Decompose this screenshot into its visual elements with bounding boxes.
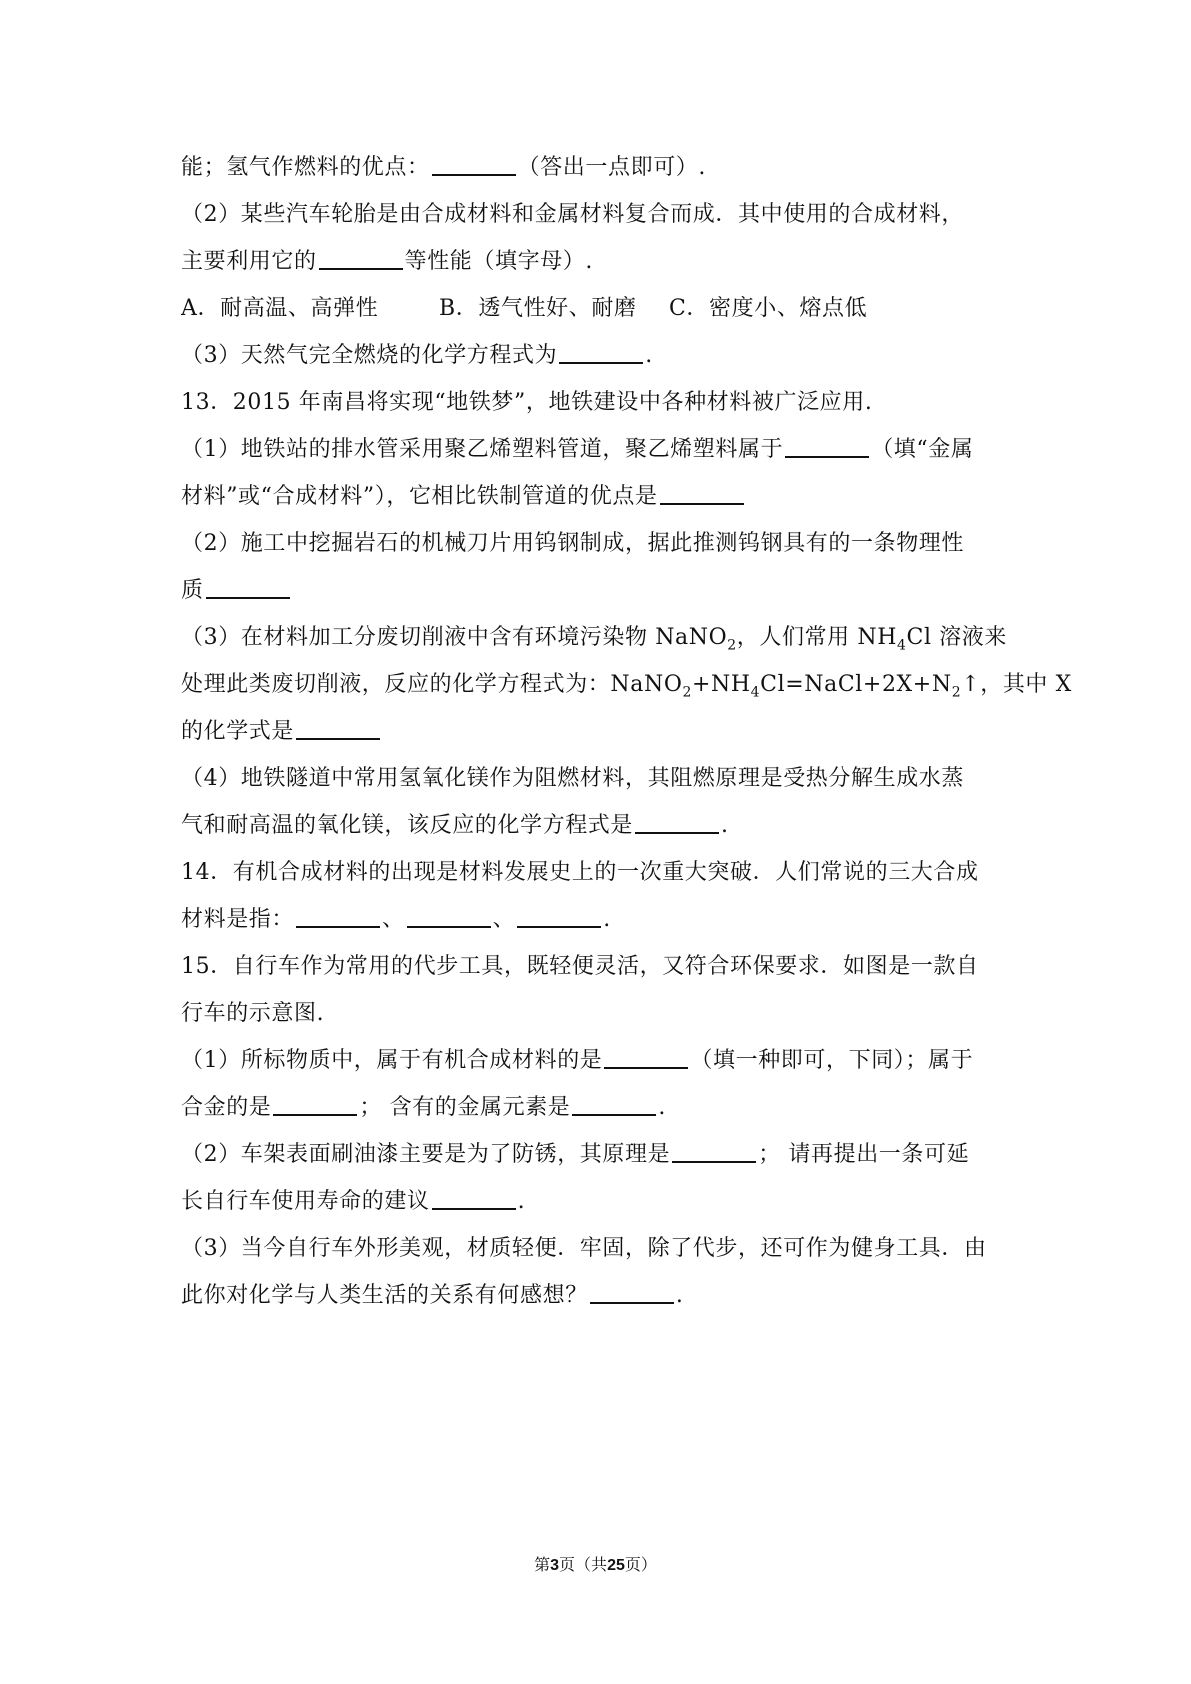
text-segment: （1）地铁站的排水管采用聚乙烯塑料管道，聚乙烯塑料属于 (181, 437, 784, 462)
text-line (181, 755, 1021, 802)
separator: 、 (492, 907, 516, 932)
text-line (181, 332, 1021, 379)
text-segment: （填一种即可，下同）；属于 (690, 1048, 974, 1073)
text-line (181, 661, 1072, 708)
answer-blank[interactable] (432, 154, 516, 176)
text-line (181, 614, 1021, 661)
text-segment: . (517, 1189, 526, 1214)
options-line (181, 285, 1021, 332)
text-segment: 质 (181, 578, 204, 603)
text-segment: （3）在材料加工分废切削液中含有环境污染物 NaNO (181, 625, 728, 650)
text-segment: ↑，其中 X (961, 672, 1072, 697)
text-line (181, 238, 1021, 285)
answer-blank[interactable] (517, 906, 601, 928)
subscript: 2 (682, 684, 692, 701)
text-segment: （4）地铁隧道中常用氢氧化镁作为阻燃材料，其阻燃原理是受热分解生成水蒸 (181, 766, 964, 791)
text-segment: 的化学式是 (181, 719, 295, 744)
text-segment: 材料”或“合成材料”），它相比铁制管道的优点是 (181, 484, 658, 509)
text-segment: （3）当今自行车外形美观，材质轻便．牢固，除了代步，还可作为健身工具．由 (181, 1236, 987, 1261)
text-segment: 15．自行车作为常用的代步工具，既轻便灵活，又符合环保要求．如图是一款自 (181, 954, 979, 979)
total-page-count: 25 (607, 1557, 625, 1574)
text-segment: （2）施工中挖掘岩石的机械刀片用钨钢制成，据此推测钨钢具有的一条物理性 (181, 531, 964, 556)
text-segment: 材料是指： (181, 907, 295, 932)
text-segment: 长自行车使用寿命的建议 (181, 1189, 430, 1214)
text-segment: 等性能（填字母）. (404, 249, 594, 274)
text-line (181, 1084, 1021, 1131)
text-segment: . (603, 907, 611, 932)
text-line (181, 1131, 1021, 1178)
answer-blank[interactable] (672, 1141, 756, 1163)
text-segment: （1）所标物质中，属于有机合成材料的是 (181, 1048, 603, 1073)
answer-blank[interactable] (319, 248, 403, 270)
subscript: 2 (951, 684, 962, 701)
text-segment: ，人们常用 NH (736, 625, 897, 650)
text-segment: （填“金属 (871, 437, 974, 462)
answer-blank[interactable] (660, 483, 744, 505)
text-line (181, 426, 1021, 473)
text-segment: （2）某些汽车轮胎是由合成材料和金属材料复合而成．其中使用的合成材料， (181, 202, 964, 227)
text-segment: 合金的是 (181, 1095, 272, 1120)
text-segment: Cl=NaCl+2X+N (760, 672, 952, 697)
footer-text: 页（共 (559, 1555, 608, 1574)
text-segment: 13．2015 年南昌将实现“地铁梦”，地铁建设中各种材料被广泛应用. (181, 390, 873, 415)
subscript: 4 (897, 637, 907, 654)
text-line (181, 191, 1021, 238)
option-c: C．密度小、熔点低 (669, 296, 868, 321)
answer-blank[interactable] (296, 718, 380, 740)
text-segment: . (658, 1095, 666, 1120)
answer-blank[interactable] (635, 812, 719, 834)
footer-text: 第 (534, 1555, 551, 1574)
text-segment: 此你对化学与人类生活的关系有何感想？ (181, 1283, 588, 1308)
question-14-stem (181, 849, 1021, 896)
current-page-number: 3 (550, 1557, 560, 1574)
text-segment: ； 请再提出一条可延 (758, 1142, 970, 1167)
text-line (181, 1272, 1021, 1319)
text-line (181, 1225, 1021, 1272)
text-segment: （2）车架表面刷油漆主要是为了防锈，其原理是 (181, 1142, 671, 1167)
text-segment: 主要利用它的 (181, 249, 317, 274)
text-line (181, 896, 1021, 943)
answer-blank[interactable] (296, 906, 380, 928)
answer-blank[interactable] (559, 342, 643, 364)
subscript: 2 (727, 637, 737, 654)
answer-blank[interactable] (432, 1188, 516, 1210)
text-segment: （答出一点即可）. (517, 155, 707, 180)
text-segment: 行车的示意图. (181, 1001, 325, 1026)
text-segment: 气和耐高温的氧化镁，该反应的化学方程式是 (181, 813, 634, 838)
text-line (181, 144, 1021, 191)
text-segment: 能；氢气作燃料的优点： (181, 155, 430, 180)
answer-blank[interactable] (590, 1282, 674, 1304)
text-line (181, 473, 1021, 520)
answer-blank[interactable] (785, 436, 869, 458)
text-segment: +NH (691, 672, 751, 697)
text-line (181, 567, 1021, 614)
text-line (181, 1178, 1021, 1225)
text-line (181, 1037, 1021, 1084)
page-footer (0, 1552, 1191, 1575)
text-line (181, 990, 1021, 1037)
question-13-stem (181, 379, 1021, 426)
answer-blank[interactable] (407, 906, 491, 928)
text-segment: 处理此类废切削液，反应的化学方程式为：NaNO (181, 672, 683, 697)
question-content (181, 144, 1072, 1319)
subscript: 4 (750, 684, 761, 701)
footer-text: 页） (624, 1555, 657, 1574)
text-segment: . (675, 1283, 684, 1308)
question-15-stem (181, 943, 1021, 990)
answer-blank[interactable] (273, 1094, 357, 1116)
answer-blank[interactable] (206, 577, 290, 599)
text-segment: （3）天然气完全燃烧的化学方程式为 (181, 343, 558, 368)
text-line (181, 708, 1021, 755)
separator: 、 (382, 907, 405, 932)
text-segment: ； 含有的金属元素是 (359, 1095, 571, 1120)
option-a: A．耐高温、高弹性 (181, 296, 379, 321)
text-segment: . (721, 813, 729, 838)
text-segment: . (645, 343, 653, 368)
answer-blank[interactable] (572, 1094, 656, 1116)
text-line (181, 802, 1021, 849)
text-segment: Cl 溶液来 (906, 625, 1007, 650)
answer-blank[interactable] (604, 1047, 688, 1069)
option-b: B．透气性好、耐磨 (439, 296, 637, 321)
text-line (181, 520, 1021, 567)
text-segment: 14．有机合成材料的出现是材料发展史上的一次重大突破．人们常说的三大合成 (181, 860, 979, 885)
